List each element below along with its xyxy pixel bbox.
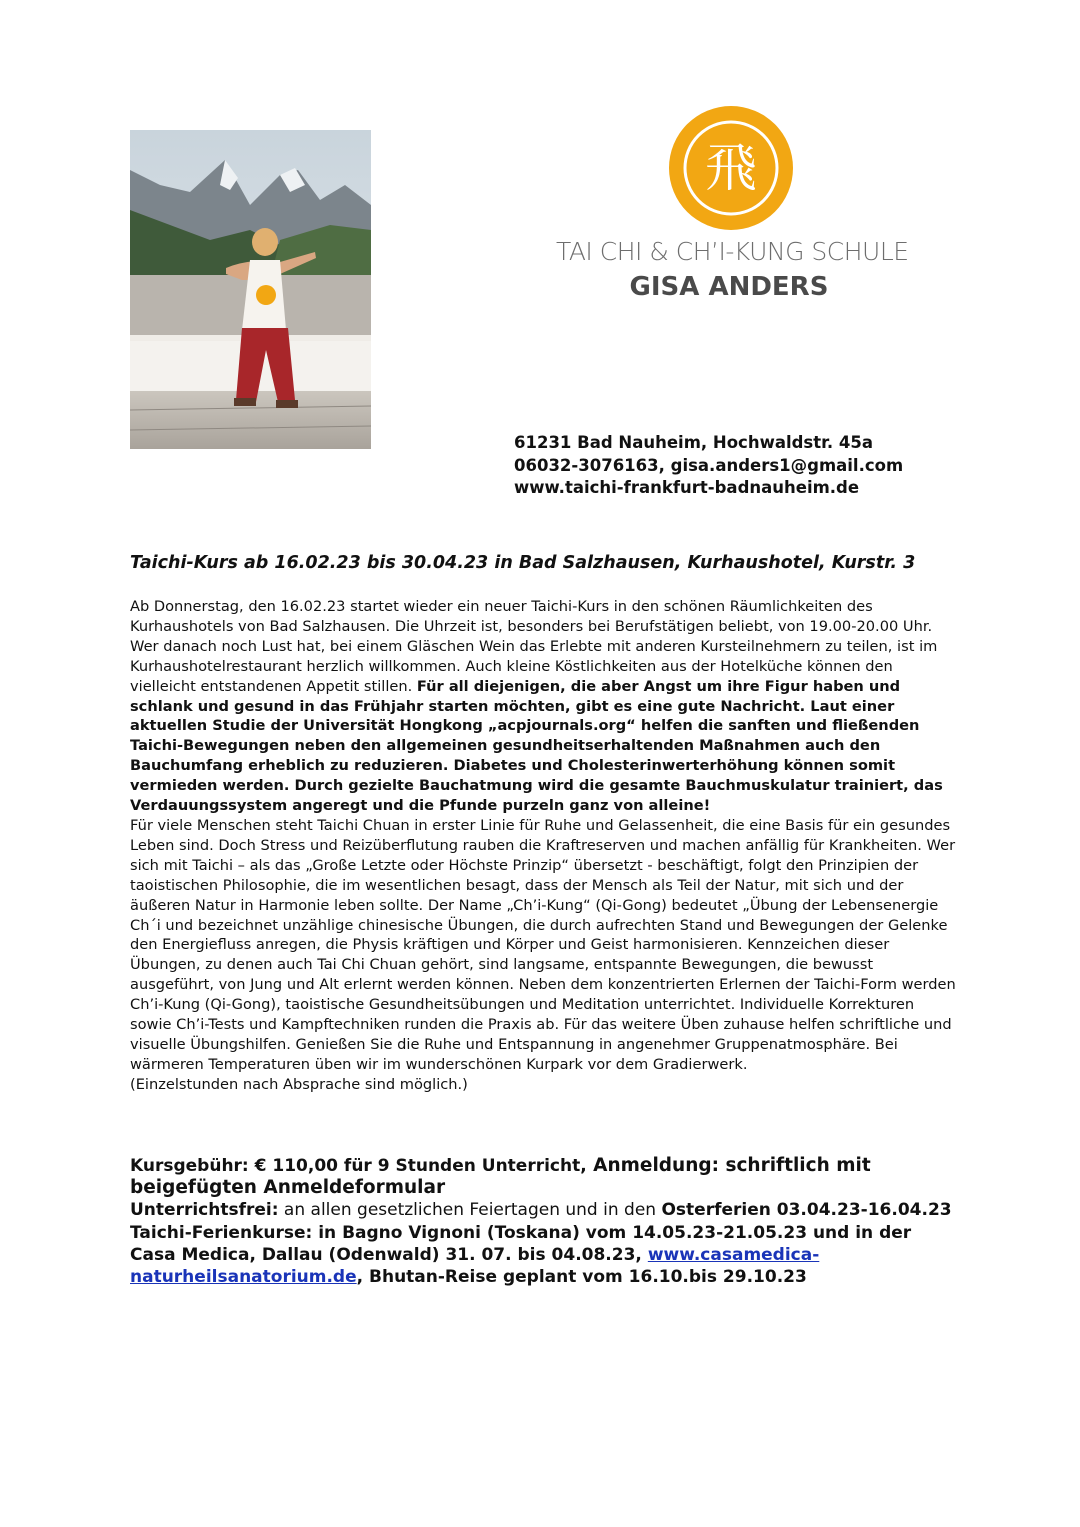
footer-info bbox=[130, 1155, 960, 1288]
main-text: Für viele Menschen steht Taichi Chuan in erster Linie für Ruhe und Gelassenheit, die eine Basis für ein gesundes Leben sind. Doch Stress und Reizüberflutung rauben die Kraftreserven und machen anfällig für Krankheiten. Wer sich mit Taichi – als das „Große Letzte oder Höchste Prinzip“ übersetzt - beschäftigt, folgt den Prinzipien der taoistischen Philosophie, die im wesentlichen besagt, dass der Mensch als Teil der Natur, mit sich und der äußeren Natur in Harmonie leben sollte. Der Name „Ch’i-Kung“ (Qi-Gong) bedeutet „Übung der Lebensenergie Ch´i und bezeichnet unzählige chinesische Übungen, die durch aufrechten Stand und Bewegungen der Gelenke den Energiefluss anregen, die Physis kräftigen und Körper und Geist harmonisieren. Kennzeichen dieser Übungen, zu denen auch Tai Chi Chuan gehört, sind langsame, entspannte Bewegungen, die bewusst ausgeführt, von Jung und Alt erlernt werden können. Neben dem konzentrierten Erlernen der Taichi-Form werden Ch’i-Kung (Qi-Gong), taoistische Gesundheitsübungen und Meditation unterrichtet. Individuelle Korrekturen sowie Ch’i-Tests und Kampftechniken runden die Praxis ab. Für das weitere Üben zuhause helfen schriftliche und visuelle Übungshilfen. Genießen Sie die Ruhe und Entspannung in angenehmer Gruppenatmosphäre. Bei wärmeren Temperaturen üben wir im wunderschönen Kurpark vor dem Gradierwerk. bbox=[130, 816, 956, 1073]
note-text: (Einzelstunden nach Absprache sind möglich.) bbox=[130, 1075, 468, 1093]
contact-block bbox=[514, 432, 903, 500]
phone-email: 06032-3076163, gisa.anders1@gmail.com bbox=[514, 455, 904, 475]
easter-holidays: Osterferien 03.04.23-16.04.23 bbox=[661, 1200, 952, 1221]
school-subtitle: TAI CHI & CH’I-KUNG SCHULE bbox=[556, 237, 909, 266]
registration-text: Anmeldung: schriftlich mit beigefügten Anmeldeformular bbox=[130, 1155, 871, 1199]
holidays-text: an allen gesetzlichen Feiertagen und in den bbox=[278, 1200, 662, 1221]
website[interactable]: www.taichi-frankfurt-badnauheim.de bbox=[514, 478, 860, 497]
school-name: GISA ANDERS bbox=[629, 272, 829, 302]
holidays-label: Unterrichtsfrei: bbox=[130, 1200, 279, 1221]
svg-text:飛: 飛 bbox=[704, 139, 758, 199]
address: 61231 Bad Nauheim, Hochwaldstr. 45a bbox=[514, 433, 874, 452]
taichi-photo bbox=[130, 130, 371, 449]
body-text bbox=[130, 597, 956, 1095]
intro-text: Ab Donnerstag, den 16.02.23 startet wieder ein neuer Taichi-Kurs in den schönen Räumlichkeiten des Kurhaushotels von Bad Salzhausen. Die Uhrzeit ist, besonders bei Berufstätigen beliebt, von 19.00-20.00 Uhr. Wer danach noch Lust hat, bei einem Gläschen Wein das Erlebte mit anderen Kursteilnehmern zu teilen, ist im Kurhaushotelrestaurant herzlich willkommen. Auch kleine Köstlichkeiten aus der Hotelküche können den vielleicht entstandenen Appetit stillen. bbox=[130, 598, 938, 695]
school-logo-icon bbox=[669, 106, 793, 230]
bhutan-trip-text: , Bhutan-Reise geplant vom 16.10.bis 29.10.23 bbox=[356, 1267, 807, 1288]
highlight-text: Für all diejenigen, die aber Angst um ihre Figur haben und schlank und gesund in das Frühjahr starten möchten, gibt es eine gute Nachricht. Laut einer aktuellen Studie der Universität Hongkong „acpjournals.org“ helfen die sanften und fließenden Taichi-Bewegungen neben den allgemeinen gesundheitserhaltenden Maßnahmen auch den Bauchumfang erheblich zu reduzieren. Diabetes und Cholesterinwerterhöhung können somit vermieden werden. Durch gezielte Bauchatmung wird die gesamte Bauchmuskulatur trainiert, das Verdauungssystem angeregt und die Pfunde purzeln ganz von alleine! bbox=[130, 677, 943, 815]
casamedica-link[interactable]: www.casamedica-naturheilsanatorium.de bbox=[130, 1244, 820, 1288]
fee-text: Kursgebühr: € 110,00 für 9 Stunden Unterricht, bbox=[130, 1156, 587, 1176]
course-title: Taichi-Kurs ab 16.02.23 bis 30.04.23 in Bad Salzhausen, Kurhaushotel, Kurstr. 3 bbox=[130, 553, 916, 573]
holiday-courses-text: Taichi-Ferienkurse: in Bagno Vignoni (Toskana) vom 14.05.23-21.05.23 und in der Casa Medica, Dallau (Odenwald) 31. 07. bis 04.08.23, bbox=[130, 1222, 912, 1265]
